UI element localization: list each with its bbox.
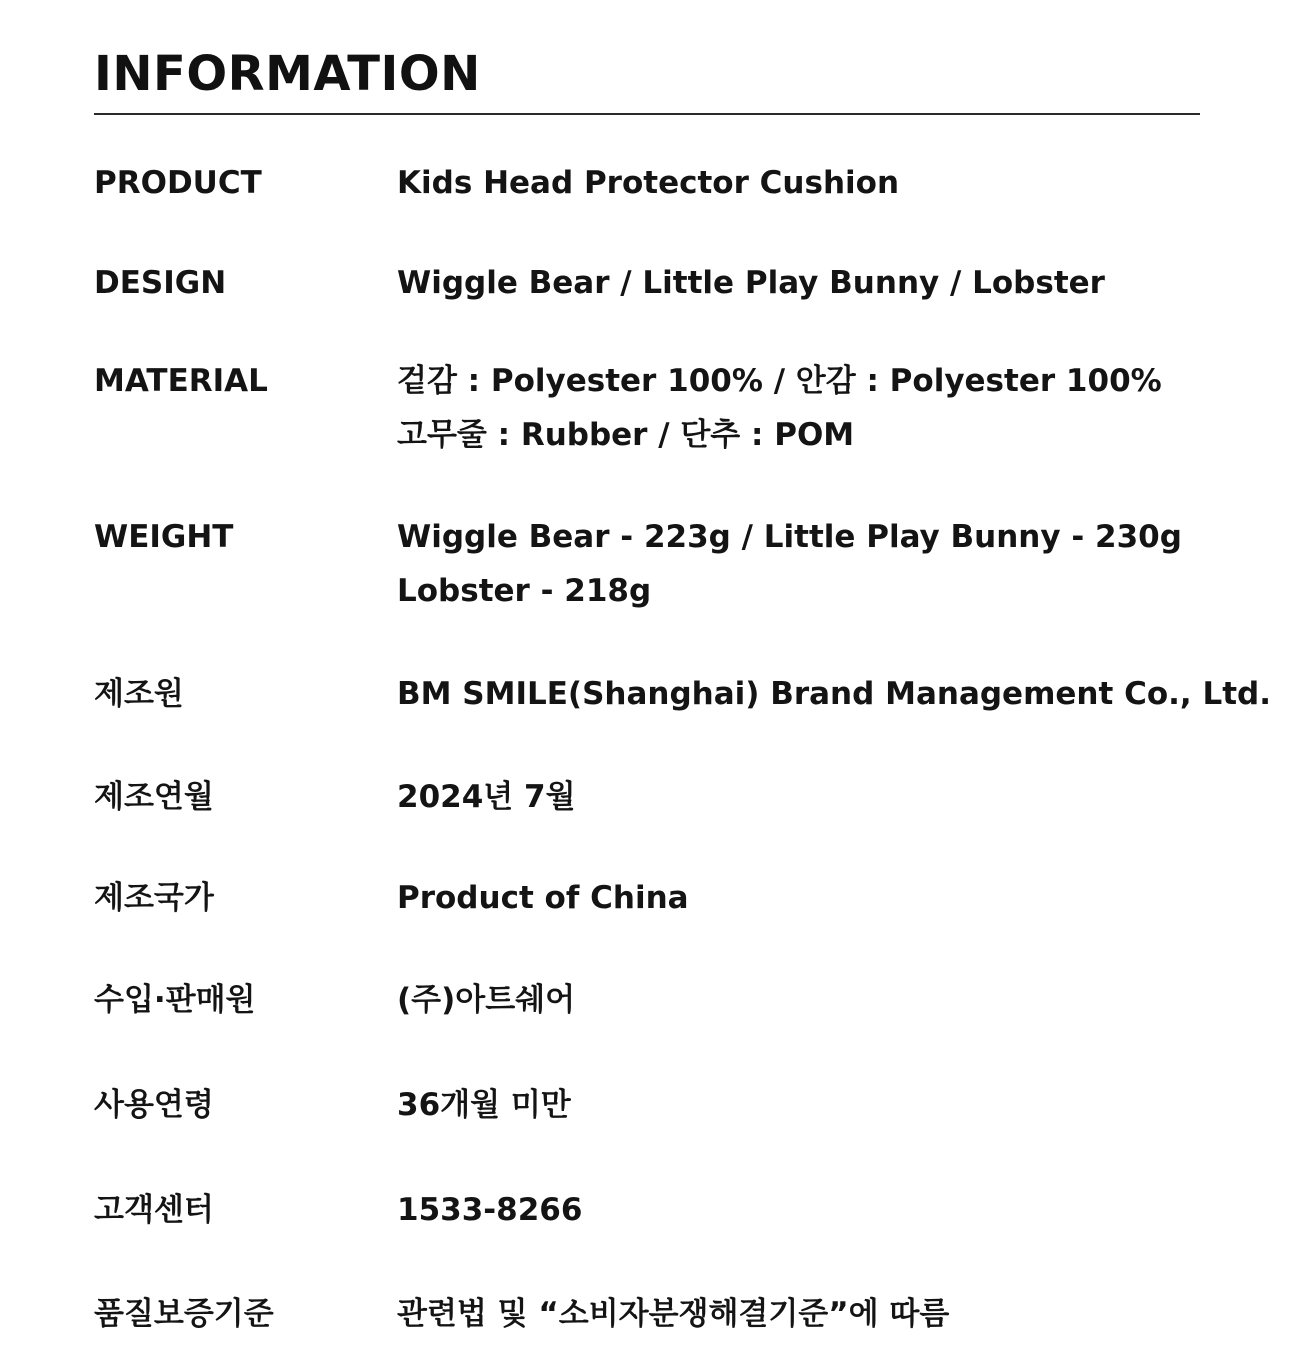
row-label: 제조국가 [94, 880, 214, 916]
row-values [397, 163, 899, 203]
row-label: 품질보증기준 [94, 1296, 274, 1332]
row-label: 사용연령 [94, 1087, 214, 1123]
page-title: INFORMATION [94, 46, 481, 102]
row-value: 겉감 : Polyester 100% / 안감 : Polyester 100% [397, 363, 1162, 399]
row-value: Lobster - 218g [397, 573, 652, 609]
row-values [397, 878, 689, 918]
row-value: Wiggle Bear / Little Play Bunny / Lobster [397, 265, 1105, 301]
row-values [397, 1294, 949, 1334]
row-value: (주)아트쉐어 [397, 982, 576, 1018]
row-label: PRODUCT [94, 165, 262, 201]
row-label: WEIGHT [94, 519, 234, 555]
row-values [397, 674, 1271, 714]
row-values [397, 1085, 571, 1125]
row-label: DESIGN [94, 265, 227, 301]
row-value: Wiggle Bear - 223g / Little Play Bunny - 230g [397, 519, 1182, 555]
title-divider [94, 113, 1200, 115]
row-label: 수입·판매원 [94, 982, 256, 1018]
row-label: 제조원 [94, 676, 184, 712]
row-value: 2024년 7월 [397, 779, 576, 815]
row-value: Kids Head Protector Cushion [397, 165, 900, 201]
row-values [397, 980, 575, 1020]
row-label: 제조연월 [94, 779, 214, 815]
row-value: 1533-8266 [397, 1192, 583, 1228]
row-label: 고객센터 [94, 1192, 214, 1228]
row-values [397, 517, 1182, 618]
row-value: 관련법 및 “소비자분쟁해결기준”에 따름 [397, 1296, 950, 1332]
row-value: 고무줄 : Rubber / 단추 : POM [397, 417, 855, 453]
row-values [397, 1190, 582, 1230]
row-label: MATERIAL [94, 363, 268, 399]
row-value: BM SMILE(Shanghai) Brand Management Co., Ltd. [397, 676, 1272, 712]
row-values [397, 263, 1105, 303]
row-values [397, 777, 576, 817]
row-values [397, 361, 1162, 462]
row-value: 36개월 미만 [397, 1087, 571, 1123]
row-value: Product of China [397, 880, 689, 916]
